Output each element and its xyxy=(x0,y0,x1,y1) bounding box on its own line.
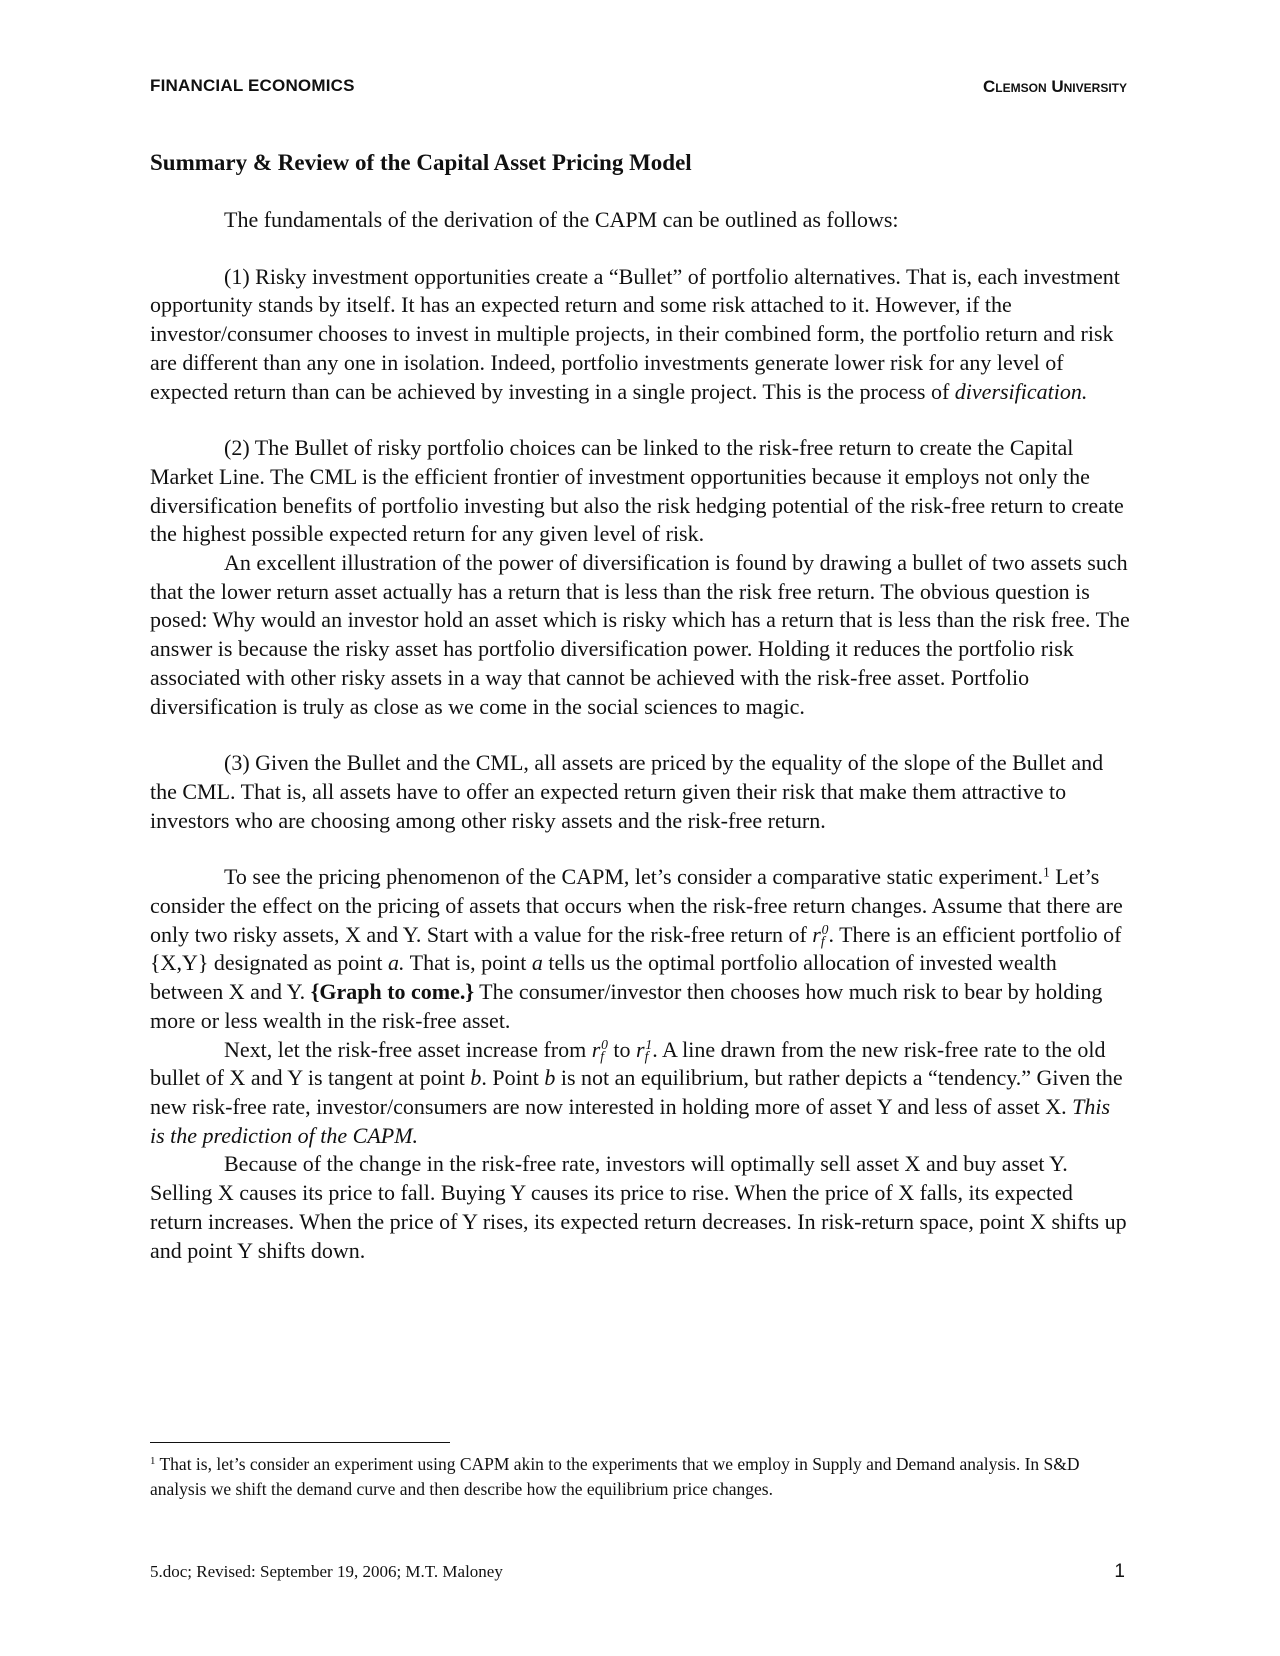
var-rf1: $r_f^1$ xyxy=(636,1036,653,1063)
paragraph-3: (3) Given the Bullet and the CML, all assets are priced by the equality of the slope of the Bullet and the CML. That is, all assets have to offer an expected return given their risk that make them attractive to investors who are choosing among other risky assets and the risk-free return. xyxy=(150,750,1104,833)
p4-text-b: Let’s consider the effect on the pricing of assets that occurs when the risk-free return changes. Assume that there are only two risky assets, X and Y. Start with a value for the risk-free return of xyxy=(150,864,1123,947)
paragraph-6: Because of the change in the risk-free rate, investors will optimally sell asset X and buy asset Y. Selling X causes its price to fall. Buying Y causes its price to rise. When the price of X falls, its expected return increases. When the price of Y rises, its expected return decreases. In risk-return space, point X shifts up and point Y shifts down. xyxy=(150,1151,1127,1263)
document-title: Summary & Review of the Capital Asset Pricing Model xyxy=(150,150,692,175)
p5-text-d: is not an equilibrium, but rather depicts a “tendency.” Given the new risk-free rate, investor/consumers are now interested in holding more of asset Y and less of asset X. xyxy=(150,1065,1123,1119)
var-point-a-2: a xyxy=(531,950,543,976)
p5-text-b: . A line drawn from the new risk-free rate to the old bullet of X and Y is tangent at point xyxy=(150,1036,1106,1091)
paragraph-1-italic: diversification. xyxy=(954,378,1088,404)
header-university: Clemson University xyxy=(983,77,1127,96)
p4-text-a: To see the pricing phenomenon of the CAPM, let’s consider a comparative static experiment. xyxy=(224,864,1043,890)
paragraph-2: (2) The Bullet of risky portfolio choices can be linked to the risk-free return to create the Capital Market Line. The CML is the efficient frontier of investment opportunities because it employs not only the diversification benefits of portfolio investing but also the risk hedging potential of the risk-free return to create the highest possible expected return for any given level of risk. xyxy=(150,435,1124,547)
graph-placeholder-note: {Graph to come.} xyxy=(310,979,475,1005)
p4-text-d: That is, point xyxy=(404,950,532,976)
footnote-reference: 1 xyxy=(1042,864,1050,880)
p5-text-to: to xyxy=(607,1036,637,1062)
p4-text-c: . There is an efficient portfolio of {X,Y} designated as point xyxy=(150,921,1122,976)
header-course-title: FINANCIAL ECONOMICS xyxy=(150,76,355,95)
paragraph-1-text: (1) Risky investment opportunities create a “Bullet” of portfolio alternatives. That is, each investment opportunity stands by itself. It has an expected return and some risk attached to it. However, if the investor/consumer chooses to invest in multiple projects, in their combined form, the portfolio return and risk are different than any one in isolation. Indeed, portfolio investments generate lower risk for any level of expected return than can be achieved by investing in a single project. This is the process of xyxy=(150,263,1120,404)
p5-text-c: . Point xyxy=(481,1065,545,1091)
page-number: 1 xyxy=(1114,1561,1125,1582)
paragraph-1 xyxy=(150,263,1130,407)
footer-revision-info: 5.doc; Revised: September 19, 2006; M.T. Maloney xyxy=(150,1562,503,1581)
var-point-a: a. xyxy=(388,950,405,976)
paragraph-2b: An excellent illustration of the power of diversification is found by drawing a bullet of two assets such that the lower return asset actually has a return that is less than the risk free return. The obvious question is posed: Why would an investor hold an asset which is risky which has a return that is less than the risk free. The answer is because the risky asset has portfolio diversification power. Holding it reduces the portfolio risk associated with other risky assets in a way that cannot be achieved with the risk-free asset. Portfolio diversification is truly as close as we come in the social sciences to magic. xyxy=(150,550,1130,719)
var-point-b: b xyxy=(470,1065,482,1091)
var-rf0: $r_f^0$ xyxy=(812,921,829,949)
var-point-b-2: b xyxy=(544,1065,556,1091)
p5-italic-prediction: This is the prediction of the CAPM. xyxy=(150,1093,1111,1148)
footnote-mark: 1 xyxy=(150,1455,156,1468)
footnote xyxy=(150,1452,1130,1502)
paragraph-intro: The fundamentals of the derivation of the CAPM can be outlined as follows: xyxy=(224,207,899,232)
p5-text-a: Next, let the risk-free asset increase from xyxy=(224,1036,592,1062)
document-body xyxy=(150,206,1130,1265)
footnote-separator xyxy=(150,1442,450,1443)
paragraph-4 xyxy=(150,863,1130,1035)
p4-text-f: The consumer/investor then chooses how much risk to bear by holding more or less wealth in the risk-free asset. xyxy=(150,979,1103,1033)
paragraph-5 xyxy=(150,1036,1130,1151)
p4-text-e: tells us the optimal portfolio allocation of invested wealth between X and Y. xyxy=(150,950,1057,1005)
footnote-text: That is, let’s consider an experiment using CAPM akin to the experiments that we employ in Supply and Demand analysis. In S&D analysis we shift the demand curve and then describe how the equilibrium price changes. xyxy=(150,1454,1080,1499)
var-rf0-b: $r_f^0$ xyxy=(591,1036,608,1063)
